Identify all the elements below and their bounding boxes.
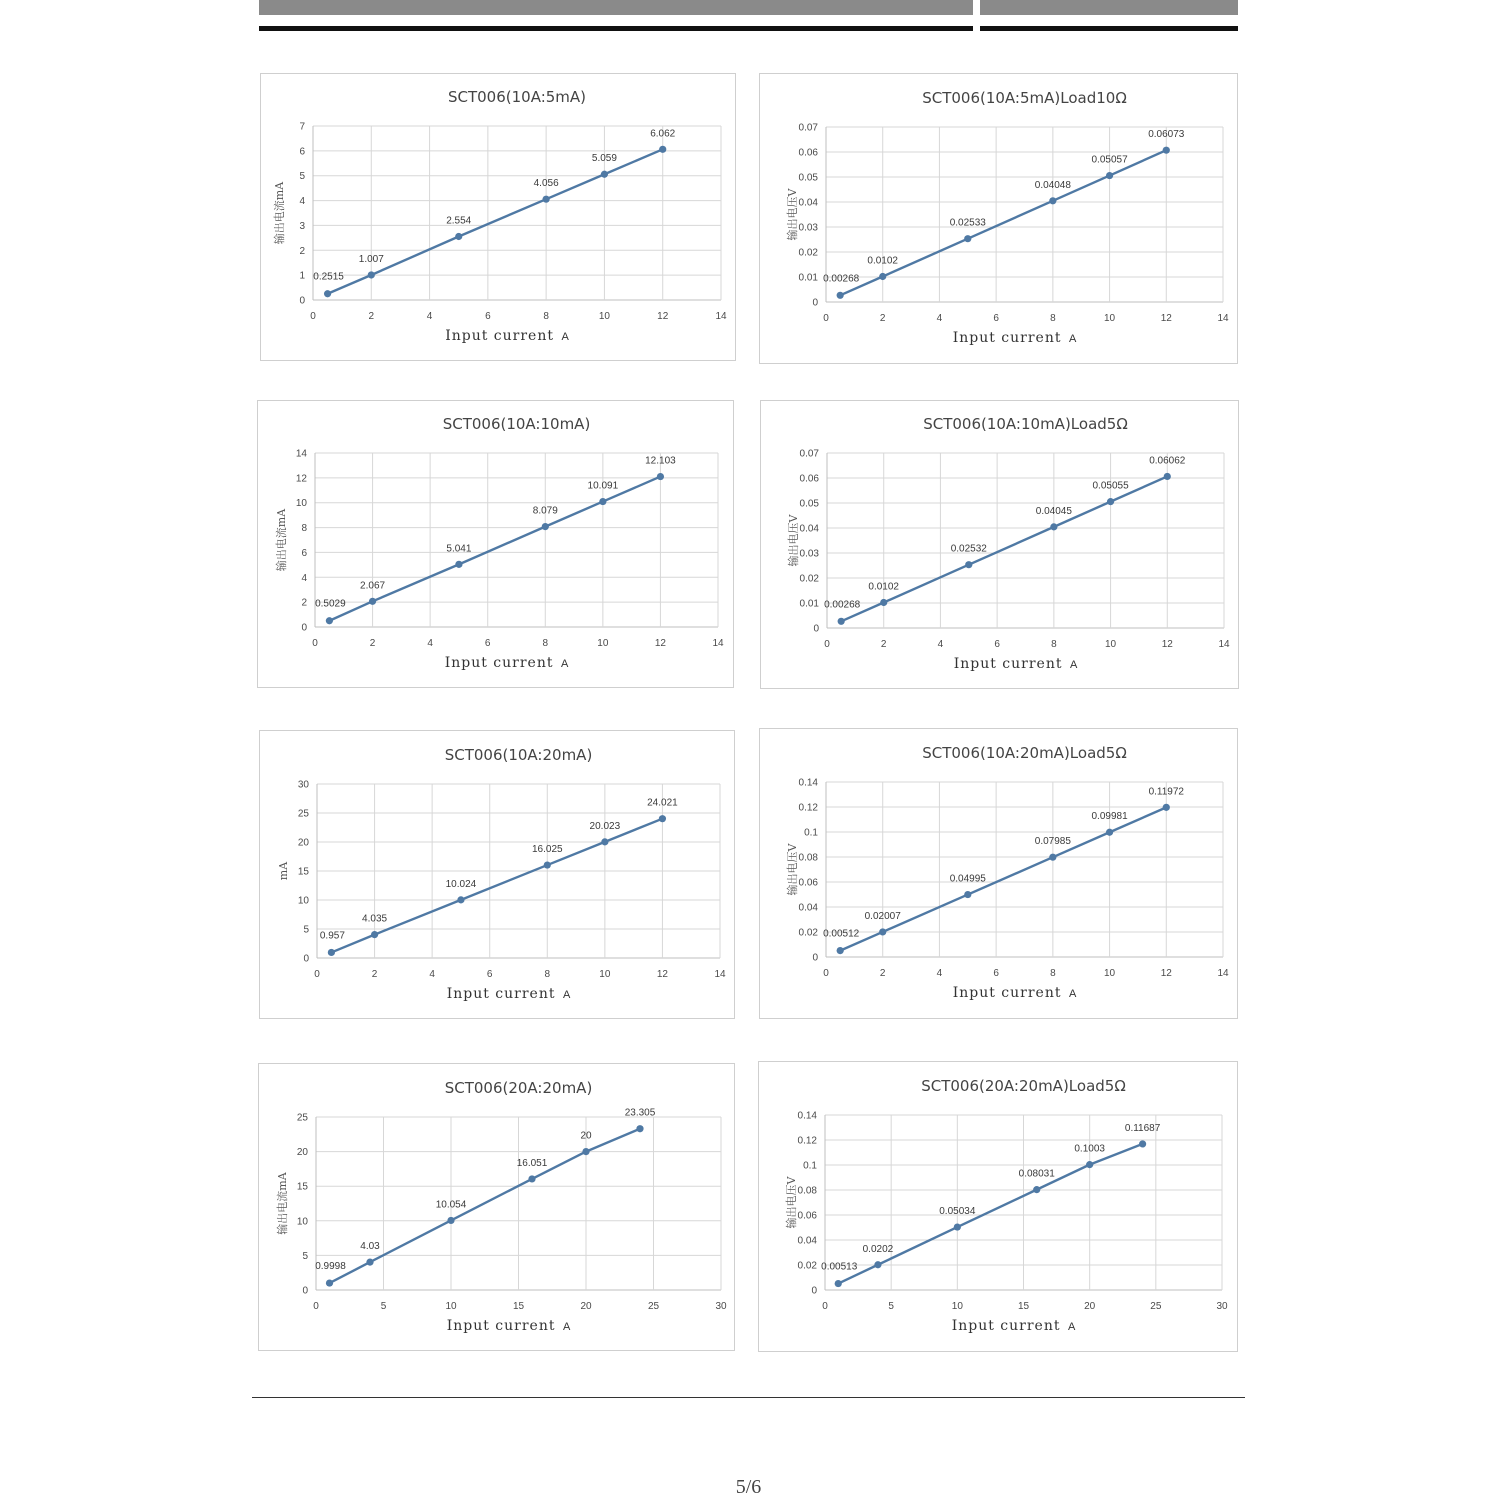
data-label: 1.007 — [358, 253, 384, 265]
data-label: 24.021 — [647, 797, 678, 809]
data-point — [879, 273, 886, 280]
x-axis-label — [952, 1318, 1076, 1334]
x-tick-label: 0 — [824, 639, 830, 650]
y-tick-label: 0.14 — [797, 1110, 817, 1122]
data-label: 12.103 — [645, 455, 676, 467]
chart-panel-10a-10ma-load5 — [760, 400, 1239, 689]
y-tick-label: 12 — [295, 473, 307, 485]
x-axis-unit: A — [562, 1321, 571, 1333]
y-tick-label: 8 — [301, 523, 307, 535]
y-tick-label: 0.12 — [797, 1135, 817, 1147]
series-line — [840, 807, 1166, 950]
data-label: 10.091 — [587, 480, 619, 492]
data-point — [1163, 804, 1170, 811]
y-tick-label: 0.06 — [798, 877, 818, 889]
y-tick-label: 10 — [295, 498, 307, 510]
chart-panel-10a-20ma-load5 — [759, 728, 1238, 1019]
data-label: 0.5029 — [315, 598, 346, 610]
x-tick-label: 4 — [936, 968, 943, 979]
chart-panel-20a-20ma-load5 — [758, 1061, 1238, 1352]
chart-svg — [261, 74, 737, 362]
x-tick-label: 6 — [994, 639, 1000, 650]
data-point — [1106, 172, 1113, 179]
x-tick-label: 2 — [369, 638, 376, 649]
data-label: 10.054 — [435, 1199, 467, 1211]
x-tick-label: 14 — [715, 311, 727, 322]
y-tick-label: 0 — [301, 622, 307, 634]
y-tick-label: 20 — [296, 1147, 308, 1159]
y-axis-label: 输出电流mA — [273, 181, 286, 245]
data-label: 0.00268 — [823, 273, 860, 285]
data-point — [1050, 523, 1057, 530]
y-tick-label: 0 — [812, 297, 818, 309]
x-tick-label: 0 — [822, 1301, 828, 1312]
y-tick-label: 6 — [299, 146, 305, 158]
data-point — [657, 473, 664, 480]
data-label: 0.0202 — [862, 1243, 894, 1255]
x-tick-label: 5 — [380, 1301, 387, 1312]
x-tick-label: 5 — [888, 1301, 894, 1312]
series-line — [328, 149, 663, 293]
chart-svg — [760, 729, 1239, 1020]
data-point — [1164, 473, 1171, 480]
data-point — [601, 838, 608, 845]
x-tick-label: 4 — [937, 639, 944, 650]
data-label: 0.2515 — [313, 271, 344, 283]
data-point — [455, 233, 462, 240]
data-point — [835, 1280, 842, 1287]
data-point — [371, 931, 378, 938]
x-tick-label: 10 — [445, 1301, 457, 1312]
y-axis-label: 输出电压V — [786, 188, 799, 241]
data-label: 4.03 — [360, 1241, 380, 1253]
x-axis-label — [447, 1318, 571, 1334]
data-label: 0.00268 — [824, 599, 861, 611]
data-label: 4.056 — [533, 178, 559, 190]
chart-svg — [258, 401, 735, 689]
chart-svg — [260, 731, 736, 1020]
x-tick-label: 6 — [993, 313, 999, 324]
x-axis-label — [954, 656, 1078, 672]
header-gray-bar-right — [980, 0, 1238, 15]
chart-panel-10a-10ma — [257, 400, 734, 688]
x-tick-label: 2 — [368, 311, 375, 322]
data-point — [965, 561, 972, 568]
y-tick-label: 0.04 — [797, 1235, 817, 1247]
y-tick-label: 5 — [299, 171, 305, 183]
y-tick-label: 0.01 — [799, 598, 819, 610]
y-tick-label: 0 — [299, 295, 305, 307]
data-label: 0.0102 — [867, 255, 899, 267]
y-tick-label: 1 — [299, 270, 305, 282]
x-axis-label-text: Input current — [445, 328, 560, 344]
y-tick-label: 0.07 — [799, 448, 819, 460]
data-label: 16.025 — [531, 844, 563, 856]
y-axis-label: 输出电压V — [786, 843, 799, 896]
series-line — [329, 477, 660, 621]
x-tick-label: 10 — [1105, 639, 1117, 650]
data-label: 0.04045 — [1035, 505, 1072, 517]
x-tick-label: 20 — [580, 1301, 592, 1312]
chart-title: SCT006(20A:20mA) — [444, 1079, 593, 1097]
data-label: 0.00512 — [823, 928, 860, 940]
y-tick-label: 7 — [299, 121, 305, 133]
data-point — [1163, 147, 1170, 154]
y-tick-label: 0.1 — [804, 827, 818, 839]
y-tick-label: 15 — [297, 866, 309, 878]
data-point — [964, 891, 971, 898]
series-line — [331, 819, 662, 953]
x-tick-label: 12 — [654, 638, 666, 649]
x-tick-label: 14 — [712, 638, 724, 649]
data-label: 20.023 — [589, 820, 621, 832]
y-tick-label: 6 — [301, 547, 307, 559]
data-label: 0.06073 — [1148, 129, 1185, 141]
header-gray-bar-left — [259, 0, 973, 15]
y-tick-label: 0.04 — [799, 523, 819, 535]
y-tick-label: 0.06 — [797, 1210, 817, 1222]
chart-panel-20a-20ma — [258, 1063, 735, 1351]
data-label: 0.02532 — [950, 543, 987, 555]
data-point — [457, 896, 464, 903]
y-tick-label: 0.07 — [798, 122, 818, 134]
y-tick-label: 4 — [301, 572, 307, 584]
data-label: 0.00513 — [821, 1261, 858, 1273]
y-tick-label: 0.12 — [798, 802, 818, 814]
x-tick-label: 2 — [880, 639, 887, 650]
x-axis-unit: A — [1068, 333, 1077, 345]
y-tick-label: 0.08 — [797, 1185, 817, 1197]
x-tick-label: 2 — [879, 313, 886, 324]
y-tick-label: 0.02 — [799, 573, 819, 585]
x-axis-label-text: Input current — [446, 986, 561, 1002]
chart-title: SCT006(20A:20mA)Load5Ω — [921, 1077, 1126, 1095]
data-label: 0.05055 — [1092, 480, 1129, 492]
y-axis-label: 输出电流mA — [276, 1172, 289, 1235]
data-point — [1033, 1186, 1040, 1193]
data-point — [542, 523, 549, 530]
x-tick-label: 20 — [1084, 1301, 1096, 1312]
x-tick-label: 4 — [426, 311, 433, 322]
y-axis-label: 输出电压V — [787, 514, 800, 567]
y-tick-label: 10 — [296, 1216, 308, 1228]
data-point — [599, 498, 606, 505]
x-tick-label: 15 — [512, 1301, 525, 1312]
x-tick-label: 10 — [1104, 313, 1116, 324]
y-axis-label: 输出电压V — [785, 1176, 798, 1229]
chart-panel-10a-20ma — [259, 730, 735, 1019]
y-tick-label: 0.02 — [798, 927, 818, 939]
x-tick-label: 6 — [993, 968, 999, 979]
x-tick-label: 12 — [1160, 968, 1172, 979]
x-tick-label: 25 — [1150, 1301, 1162, 1312]
x-axis-label-text: Input current — [953, 656, 1068, 672]
chart-title: SCT006(10A:5mA)Load10Ω — [922, 89, 1127, 107]
data-label: 0.09981 — [1091, 811, 1128, 823]
y-tick-label: 0.1 — [803, 1160, 817, 1172]
x-tick-label: 8 — [542, 638, 549, 649]
data-label: 0.957 — [319, 930, 345, 942]
header-black-rule-left — [259, 26, 973, 31]
x-tick-label: 10 — [598, 311, 610, 322]
x-tick-label: 4 — [429, 969, 435, 980]
y-tick-label: 0.01 — [798, 272, 818, 284]
y-tick-label: 14 — [295, 448, 307, 460]
data-point — [528, 1175, 535, 1182]
chart-title: SCT006(10A:20mA)Load5Ω — [922, 744, 1127, 762]
data-point — [455, 561, 462, 568]
data-point — [543, 196, 550, 203]
data-point — [1107, 498, 1114, 505]
x-tick-label: 0 — [823, 968, 829, 979]
x-tick-label: 10 — [1104, 968, 1116, 979]
x-tick-label: 0 — [823, 313, 829, 324]
series-line — [840, 150, 1166, 295]
x-tick-label: 12 — [657, 311, 669, 322]
x-axis-label-text: Input current — [951, 1318, 1066, 1334]
x-axis-unit: A — [561, 331, 569, 343]
x-tick-label: 12 — [656, 969, 668, 980]
y-tick-label: 2 — [301, 597, 307, 609]
page-number: 5/6 — [735, 1476, 762, 1498]
chart-panel-10a-5ma-load10 — [759, 73, 1238, 364]
x-tick-label: 14 — [1217, 968, 1229, 979]
x-tick-label: 14 — [1217, 313, 1229, 324]
data-point — [1049, 854, 1056, 861]
y-tick-label: 0.04 — [798, 902, 818, 914]
x-tick-label: 10 — [599, 969, 611, 980]
data-label: 0.1003 — [1074, 1143, 1105, 1155]
y-axis-label: mA — [277, 861, 290, 881]
y-tick-label: 2 — [299, 245, 305, 257]
data-point — [1106, 829, 1113, 836]
data-point — [659, 815, 666, 822]
data-label: 2.067 — [360, 580, 386, 592]
data-label: 0.05057 — [1091, 154, 1128, 166]
y-axis-label: 输出电流mA — [275, 508, 288, 572]
x-axis-unit: A — [1069, 659, 1078, 671]
chart-title: SCT006(10A:10mA) — [442, 415, 591, 433]
data-point — [447, 1217, 454, 1224]
y-tick-label: 30 — [297, 779, 309, 791]
x-tick-label: 12 — [1160, 313, 1172, 324]
x-tick-label: 12 — [1161, 639, 1173, 650]
x-tick-label: 4 — [427, 638, 433, 649]
x-tick-label: 0 — [314, 969, 320, 980]
x-tick-label: 6 — [484, 638, 491, 649]
x-axis-unit: A — [1068, 988, 1077, 1000]
x-tick-label: 8 — [1050, 313, 1056, 324]
data-point — [326, 1279, 333, 1286]
x-tick-label: 4 — [936, 313, 943, 324]
y-tick-label: 10 — [297, 895, 309, 907]
x-axis-label-text: Input current — [952, 330, 1067, 346]
x-tick-label: 30 — [715, 1301, 727, 1312]
x-axis-label-text: Input current — [444, 655, 559, 671]
x-tick-label: 8 — [544, 969, 551, 980]
y-tick-label: 25 — [297, 808, 309, 820]
x-tick-label: 8 — [1051, 639, 1057, 650]
y-tick-label: 0.14 — [798, 777, 818, 789]
data-label: 0.02007 — [864, 910, 901, 922]
data-label: 0.05034 — [939, 1206, 976, 1218]
data-label: 5.041 — [446, 543, 472, 555]
x-axis-label-text: Input current — [446, 1318, 561, 1334]
y-tick-label: 15 — [296, 1181, 308, 1193]
y-tick-label: 0.08 — [798, 852, 818, 864]
x-tick-label: 8 — [543, 311, 549, 322]
y-tick-label: 0.06 — [799, 473, 819, 485]
y-tick-label: 0.02 — [797, 1260, 817, 1272]
y-tick-label: 0 — [812, 952, 818, 964]
data-label: 8.079 — [532, 505, 558, 517]
x-tick-label: 0 — [313, 1301, 319, 1312]
data-point — [1049, 197, 1056, 204]
x-tick-label: 6 — [486, 969, 493, 980]
data-point — [328, 949, 335, 956]
x-axis-label — [447, 986, 571, 1002]
y-tick-label: 0 — [813, 623, 819, 635]
x-tick-label: 0 — [312, 638, 318, 649]
series-line — [841, 476, 1167, 621]
x-tick-label: 10 — [597, 638, 609, 649]
y-tick-label: 0.03 — [799, 548, 819, 560]
data-point — [880, 599, 887, 606]
y-tick-label: 0.02 — [798, 247, 818, 259]
data-label: 4.035 — [362, 913, 388, 925]
data-point — [838, 618, 845, 625]
y-tick-label: 0.05 — [799, 498, 819, 510]
data-label: 0.07985 — [1034, 836, 1071, 848]
y-tick-label: 0.04 — [798, 197, 818, 209]
chart-svg — [760, 74, 1239, 365]
y-tick-label: 0 — [303, 953, 309, 965]
data-point — [324, 290, 331, 297]
x-tick-label: 8 — [1050, 968, 1056, 979]
y-tick-label: 0 — [811, 1285, 817, 1297]
data-label: 0.04048 — [1034, 179, 1071, 191]
chart-title: SCT006(10A:20mA) — [444, 746, 593, 764]
y-tick-label: 0 — [302, 1285, 308, 1297]
data-label: 16.051 — [516, 1157, 548, 1169]
y-tick-label: 20 — [297, 837, 309, 849]
data-point — [544, 861, 551, 868]
data-label: 0.0102 — [868, 581, 900, 593]
x-axis-label-text: Input current — [952, 985, 1067, 1001]
data-point — [601, 171, 608, 178]
y-tick-label: 3 — [299, 220, 305, 232]
x-tick-label: 6 — [485, 311, 491, 322]
data-label: 6.062 — [650, 128, 676, 140]
data-label: 0.04995 — [949, 873, 986, 885]
data-label: 20 — [580, 1130, 592, 1142]
data-point — [368, 271, 375, 278]
x-tick-label: 2 — [371, 969, 378, 980]
header-black-rule-right — [980, 26, 1238, 31]
data-point — [326, 617, 333, 624]
data-label: 0.9998 — [315, 1261, 346, 1273]
y-tick-label: 5 — [302, 1250, 308, 1262]
data-label: 23.305 — [624, 1107, 656, 1119]
data-point — [837, 292, 844, 299]
y-tick-label: 5 — [303, 924, 309, 936]
x-axis-unit: A — [1067, 1321, 1076, 1333]
y-tick-label: 0.05 — [798, 172, 818, 184]
chart-title: SCT006(10A:10mA)Load5Ω — [923, 415, 1128, 433]
data-label: 0.08031 — [1018, 1168, 1055, 1180]
data-label: 0.02533 — [949, 217, 986, 229]
x-axis-label — [953, 330, 1077, 346]
x-tick-label: 15 — [1017, 1301, 1030, 1312]
data-point — [636, 1125, 643, 1132]
data-label: 10.024 — [445, 878, 477, 890]
x-axis-label — [445, 655, 569, 671]
chart-svg — [759, 1062, 1239, 1353]
y-tick-label: 4 — [299, 196, 305, 208]
data-label: 0.06062 — [1149, 455, 1186, 467]
footer-rule — [252, 1397, 1245, 1398]
y-tick-label: 0.03 — [798, 222, 818, 234]
chart-svg — [761, 401, 1240, 690]
x-tick-label: 14 — [714, 969, 726, 980]
data-point — [1086, 1161, 1093, 1168]
data-point — [659, 146, 666, 153]
data-label: 0.11972 — [1148, 786, 1184, 798]
x-tick-label: 10 — [951, 1301, 963, 1312]
data-label: 2.554 — [446, 215, 472, 227]
x-axis-unit: A — [560, 658, 569, 670]
x-axis-unit: A — [562, 989, 571, 1001]
data-label: 0.11687 — [1124, 1122, 1161, 1134]
data-point — [582, 1148, 589, 1155]
data-point — [954, 1223, 961, 1230]
x-tick-label: 30 — [1216, 1301, 1228, 1312]
data-point — [366, 1259, 373, 1266]
chart-svg — [259, 1064, 736, 1352]
data-label: 5.059 — [591, 153, 617, 165]
x-tick-label: 14 — [1218, 639, 1230, 650]
x-tick-label: 25 — [647, 1301, 660, 1312]
x-tick-label: 0 — [310, 311, 316, 322]
y-tick-label: 25 — [296, 1112, 308, 1124]
data-point — [879, 928, 886, 935]
data-point — [837, 947, 844, 954]
y-tick-label: 0.06 — [798, 147, 818, 159]
data-point — [874, 1261, 881, 1268]
data-point — [369, 598, 376, 605]
chart-title: SCT006(10A:5mA) — [447, 88, 587, 106]
data-point — [964, 235, 971, 242]
chart-panel-10a-5ma — [260, 73, 736, 361]
data-point — [1139, 1140, 1146, 1147]
x-axis-label — [953, 985, 1077, 1001]
x-tick-label: 2 — [879, 968, 886, 979]
x-axis-label — [445, 328, 569, 344]
